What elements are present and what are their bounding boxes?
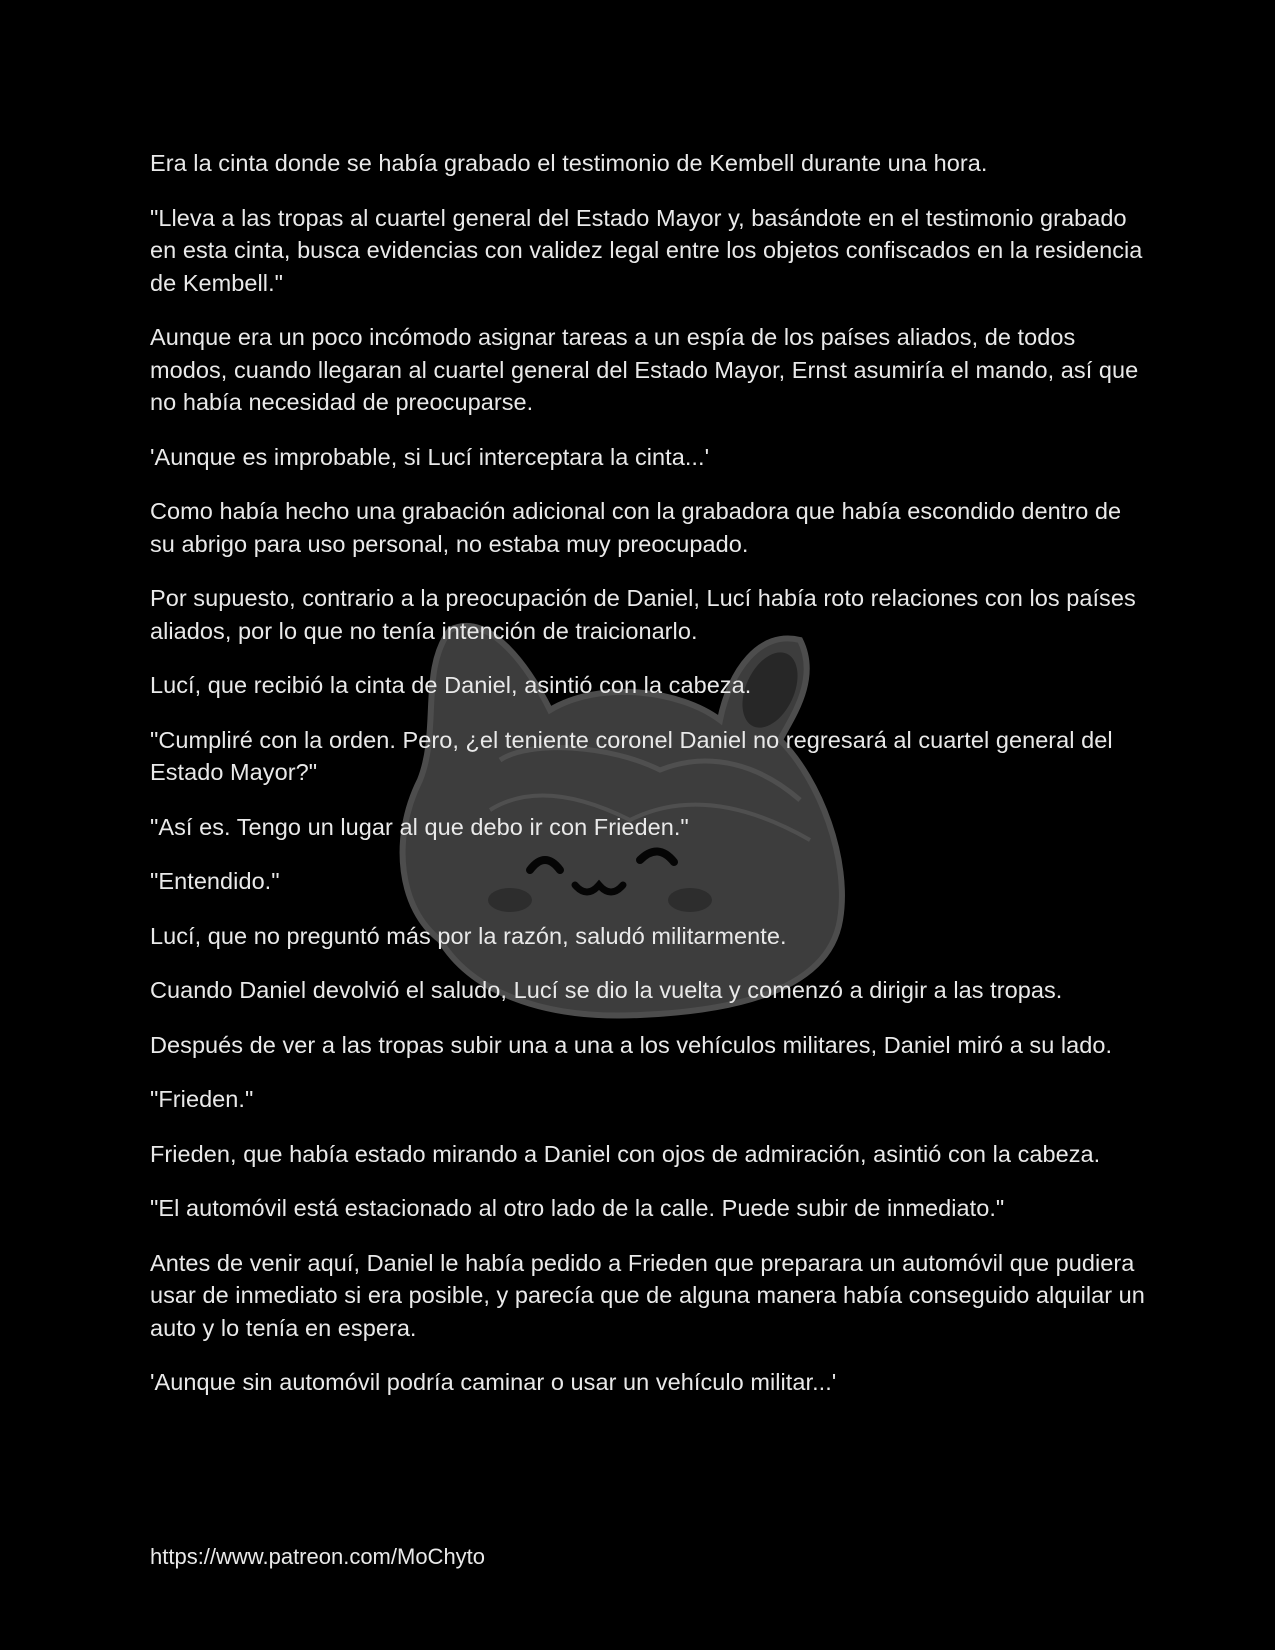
- paragraph: Frieden, que había estado mirando a Daniel con ojos de admiración, asintió con la cabeza.: [150, 1140, 1101, 1167]
- paragraph: Lucí, que recibió la cinta de Daniel, asintió con la cabeza.: [150, 672, 752, 698]
- paragraph: Antes de venir aquí, Daniel le había pedido a Frieden que preparara un automóvil que pudiera usar de inmediato si era posible, y parecía que de alguna manera había conseguido alquilar un auto y lo tenía en espera.: [150, 1249, 1145, 1341]
- patreon-link[interactable]: https://www.patreon.com/MoChyto: [150, 1544, 486, 1569]
- paragraph: Como había hecho una grabación adicional con la grabadora que había escondido dentro de su abrigo para uso personal, no estaba muy preocupado.: [150, 498, 1122, 557]
- document-body: [150, 147, 1150, 1421]
- paragraph: "Así es. Tengo un lugar al que debo ir con Frieden.": [150, 813, 689, 840]
- paragraph: Aunque era un poco incómodo asignar tareas a un espía de los países aliados, de todos modos, cuando llegaran al cuartel general del Estado Mayor, Ernst asumiría el mando, así que no había necesidad de preocuparse.: [150, 324, 1139, 415]
- paragraph: "Cumpliré con la orden. Pero, ¿el teniente coronel Daniel no regresará al cuartel general del Estado Mayor?": [150, 726, 1113, 785]
- paragraph: "Frieden.": [150, 1086, 254, 1112]
- paragraph: "Lleva a las tropas al cuartel general del Estado Mayor y, basándote en el testimonio grabado en esta cinta, busca evidencias con validez legal entre los objetos confiscados en la residencia de Kembell.": [150, 204, 1143, 296]
- paragraph: Lucí, que no preguntó más por la razón, saludó militarmente.: [150, 922, 787, 949]
- paragraph: 'Aunque es improbable, si Lucí interceptara la cinta...': [150, 443, 710, 470]
- paragraph: "El automóvil está estacionado al otro lado de la calle. Puede subir de inmediato.": [150, 1195, 1005, 1221]
- paragraph: Después de ver a las tropas subir una a una a los vehículos militares, Daniel miró a su lado.: [150, 1031, 1113, 1058]
- paragraph: Cuando Daniel devolvió el saludo, Lucí se dio la vuelta y comenzó a dirigir a las tropas.: [150, 977, 1063, 1003]
- paragraph: "Entendido.": [150, 868, 280, 894]
- paragraph: Era la cinta donde se había grabado el testimonio de Kembell durante una hora.: [150, 150, 988, 176]
- paragraph: Por supuesto, contrario a la preocupación de Daniel, Lucí había roto relaciones con los países aliados, por lo que no tenía intención de traicionarlo.: [150, 585, 1136, 644]
- paragraph: 'Aunque sin automóvil podría caminar o usar un vehículo militar...': [150, 1369, 837, 1395]
